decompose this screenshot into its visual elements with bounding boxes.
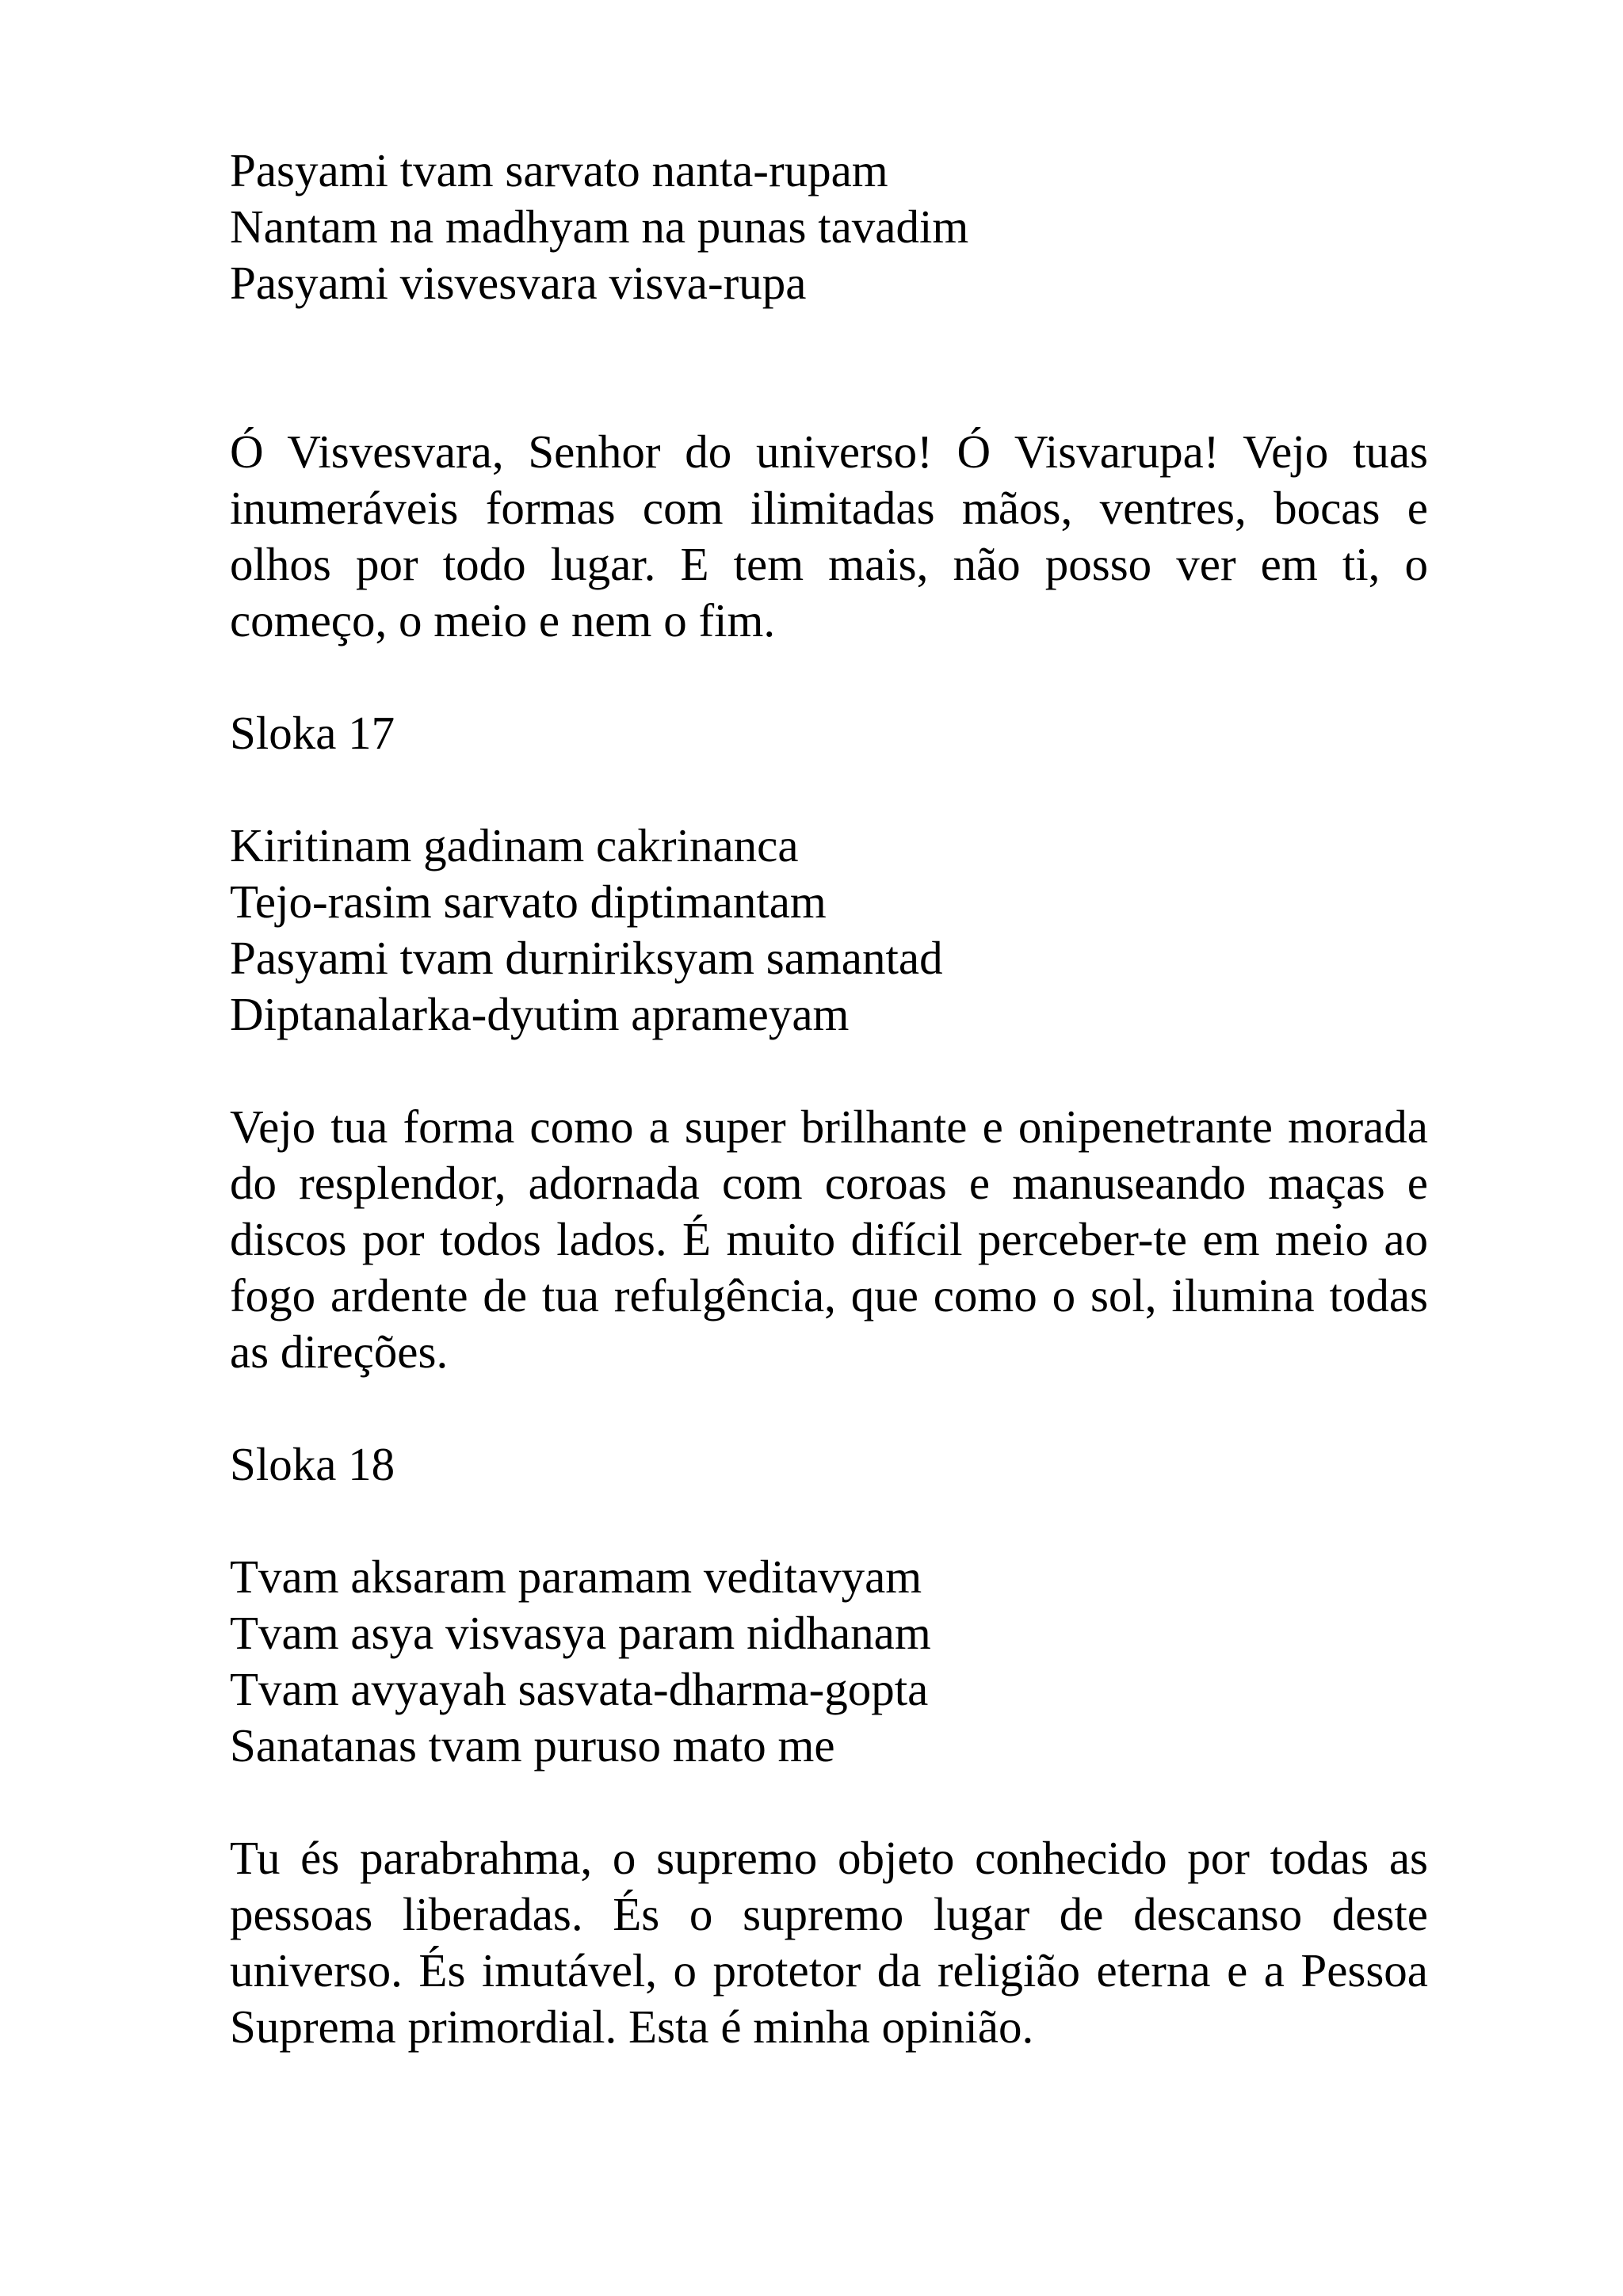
verse-line: Pasyami visvesvara visva-rupa — [230, 257, 807, 309]
translation-paragraph-17: Vejo tua forma como a super brilhante e onipenetrante morada do resplendor, adornada com coroas e manuseando maças e discos por todos lados. É muito difícil perceber-te em meio ao fogo ardente de tua refulgência, que como o sol, ilumina todas as direções. — [230, 1100, 1428, 1378]
translation-paragraph-18: Tu és parabrahma, o supremo objeto conhecido por todas as pessoas liberadas. És o supremo lugar de descanso deste universo. És imutável, o protetor da religião eterna e a Pessoa Suprema primordial. Esta é minha opinião. — [230, 1832, 1428, 2053]
verse-line: Diptanalarka-dyutim aprameyam — [230, 988, 850, 1040]
verse-line: Tejo-rasim sarvato diptimantam — [230, 875, 827, 928]
verse-line: Pasyami tvam sarvato nanta-rupam — [230, 144, 888, 196]
verse-line: Tvam asya visvasya param nidhanam — [230, 1607, 931, 1659]
sloka-18-heading: Sloka 18 — [230, 1438, 395, 1490]
verse-line: Tvam aksaram paramam veditavyam — [230, 1550, 922, 1603]
verse-line: Pasyami tvam durniriksyam samantad — [230, 932, 943, 984]
verse-line: Kiritinam gadinam cakrinanca — [230, 819, 799, 871]
verse-block-18 — [230, 1549, 1428, 1774]
document-page — [230, 143, 1428, 2055]
translation-paragraph-16: Ó Visvesvara, Senhor do universo! Ó Visvarupa! Vejo tuas inumeráveis formas com ilimitadas mãos, ventres, bocas e olhos por todo lugar. E tem mais, não posso ver em ti, o começo, o meio e nem o fim. — [230, 425, 1428, 646]
verse-block-16 — [230, 143, 1428, 311]
verse-line: Sanatanas tvam puruso mato me — [230, 1719, 835, 1772]
verse-line: Nantam na madhyam na punas tavadim — [230, 200, 969, 253]
verse-block-17 — [230, 818, 1428, 1043]
sloka-17-heading: Sloka 17 — [230, 707, 395, 759]
verse-line: Tvam avyayah sasvata-dharma-gopta — [230, 1663, 929, 1715]
